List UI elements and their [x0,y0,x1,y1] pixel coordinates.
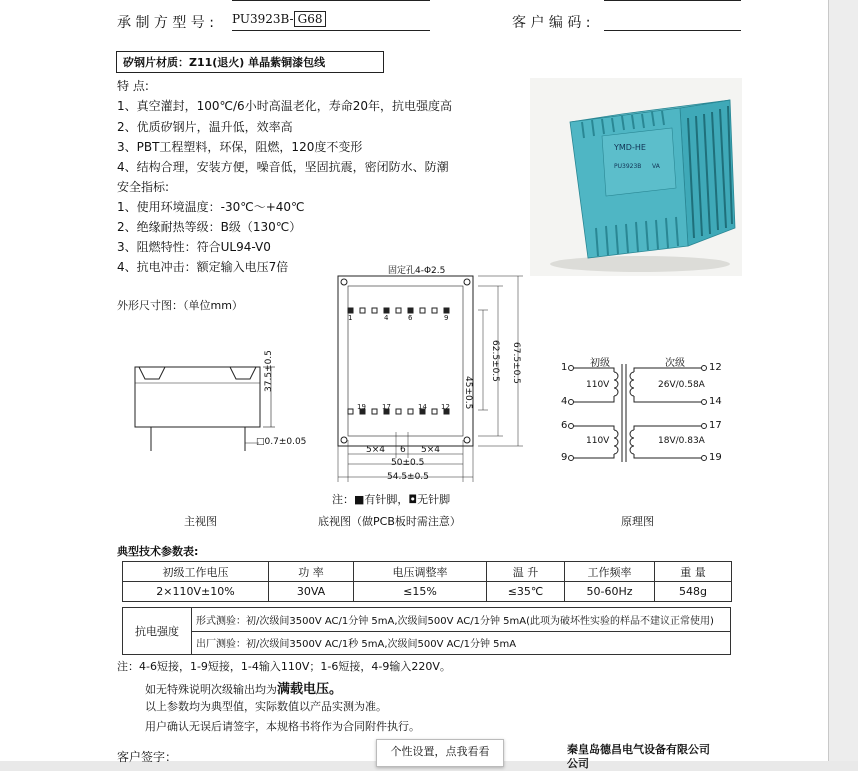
pin-number: 4 [384,314,389,322]
customer-code-label: 客 户 编 码 : [512,15,591,31]
personalize-popup-button[interactable]: 个性设置，点我看看 [376,739,504,767]
safety-item: 3、阻燃特性：符合UL94-V0 [117,240,271,254]
table-row [123,631,731,655]
model-number [232,12,326,26]
schematic-pin: 9 [561,452,568,463]
right-scroll-margin[interactable] [828,0,858,761]
table-header-cell: 重 量 [655,562,732,582]
safety-title: 安全指标: [117,180,170,194]
model-suffix: G68 [294,11,327,27]
table-header-cell: 温 升 [487,562,565,582]
caption-front-view: 主视图 [184,515,217,528]
table-header-cell: 初级工作电压 [123,562,269,582]
schematic-pin: 19 [709,452,722,463]
hipot-label: 抗电强度 [123,608,192,655]
model-prefix: PU3923B- [232,12,294,26]
schematic-pin: 12 [709,362,722,373]
caption-schematic: 原理图 [621,515,654,528]
note-line2-emph: 满载电压。 [277,682,343,697]
table-row [123,582,732,602]
table-header-row [123,562,732,582]
hipot-table [122,607,731,655]
pin-number: 12 [441,403,450,411]
schematic-pin: 6 [561,420,568,431]
dim-6: 6 [400,445,406,455]
table-cell: 30VA [269,582,354,602]
feature-item: 3、PBT工程塑料，环保，阻燃，120度不变形 [117,140,363,154]
safety-item: 4、抗电冲击：额定输入电压7倍 [117,260,289,274]
company-name-cut: 公司 [567,757,589,770]
table-row [123,608,731,632]
table-cell: 2×110V±10% [123,582,269,602]
pin-number: 17 [382,403,391,411]
top-rule-left [232,0,430,1]
schematic-pin: 1 [561,362,568,373]
table-cell: 548g [655,582,732,602]
table-header-cell: 功 率 [269,562,354,582]
caption-bottom-view: 底视图（做PCB板时需注意） [318,515,461,528]
primary1-voltage: 110V [586,380,610,390]
secondary2-rating: 18V/0.83A [658,436,705,446]
note-line2-prefix: 如无特殊说明次级输出均为 [145,683,277,696]
dim-62: 62.5±0.5 [490,340,500,382]
params-title: 典型技术参数表: [117,545,199,558]
dim-front-height: 37.5±0.5 [264,350,274,392]
photo-label-brand: YMD-HE [614,143,646,152]
signature-label: 客户签字： [117,750,178,764]
model-underline [232,30,430,31]
dim-67: 67.5±0.5 [511,342,521,384]
table-header-cell: 电压调整率 [354,562,487,582]
customer-code-field [604,30,741,31]
pin-legend-note: 注：■有针脚，◘无针脚 [332,493,451,506]
dim-5x4-left: 5×4 [366,445,385,455]
safety-item: 1、使用环境温度：-30℃～+40℃ [117,200,305,214]
params-table [122,561,732,602]
feature-item: 4、结构合理，安装方便，噪音低，坚固抗震，密闭防水、防潮 [117,160,449,174]
note-line [145,678,342,697]
pin-number: 1 [348,314,353,322]
primary2-voltage: 110V [586,436,610,446]
product-photo [530,78,742,276]
company-name: 秦皇岛德昌电气设备有限公司 [567,743,710,756]
photo-label-model: PU3923B [614,163,642,170]
hipot-factory-test: 出厂测验：初/次级间3500V AC/1秒 5mA,次级间500V AC/1分钟 5mA [192,631,731,655]
safety-item: 2、绝缘耐热等级：B级（130℃） [117,220,302,234]
photo-label-rating: VA [652,163,660,170]
note-line: 注：4-6短接，1-9短接，1-4输入110V；1-6短接，4-9输入220V。 [117,660,451,673]
dim-50: 50±0.5 [391,458,425,468]
note-line: 用户确认无误后请签字，本规格书将作为合同附件执行。 [145,720,420,733]
schematic-pin: 4 [561,396,568,407]
pin-number: 9 [444,314,449,322]
table-cell: ≤15% [354,582,487,602]
pin-number: 19 [357,403,366,411]
schematic-pin: 14 [709,396,722,407]
mount-hole-label: 固定孔4-Φ2.5 [388,266,446,276]
top-rule-right [604,0,741,1]
features-title: 特 点: [117,79,149,93]
outline-title: 外形尺寸图：（单位mm） [117,299,243,312]
table-cell: ≤35℃ [487,582,565,602]
schematic-secondary-label: 次级 [665,358,685,369]
pin-number: 6 [408,314,413,322]
dim-5x4-right: 5×4 [421,445,440,455]
table-cell: 50-60Hz [565,582,655,602]
pin-number: 14 [418,403,427,411]
material-banner: 矽钢片材质：Z11(退火) 单晶紫铜漆包线 [116,51,384,73]
schematic-drawing [556,350,726,475]
feature-item: 1、真空灌封，100℃/6小时高温老化，寿命20年，抗电强度高 [117,99,452,113]
dim-45: 45±0.5 [463,376,473,410]
hipot-type-test: 形式测验：初/次级间3500V AC/1分钟 5mA,次级间500V AC/1分钟 5mA(此项为破坏性实验的样品不建议正常使用) [192,608,731,632]
model-label: 承 制 方 型 号 : [117,15,214,31]
secondary1-rating: 26V/0.58A [658,380,705,390]
table-header-cell: 工作频率 [565,562,655,582]
pin-size-label: □0.7±0.05 [256,437,307,447]
schematic-pin: 17 [709,420,722,431]
dim-54: 54.5±0.5 [387,472,429,482]
schematic-primary-label: 初级 [590,358,610,369]
note-line: 以上参数均为典型值，实际数值以产品实测为准。 [145,700,387,713]
feature-item: 2、优质矽钢片，温升低，效率高 [117,120,293,134]
